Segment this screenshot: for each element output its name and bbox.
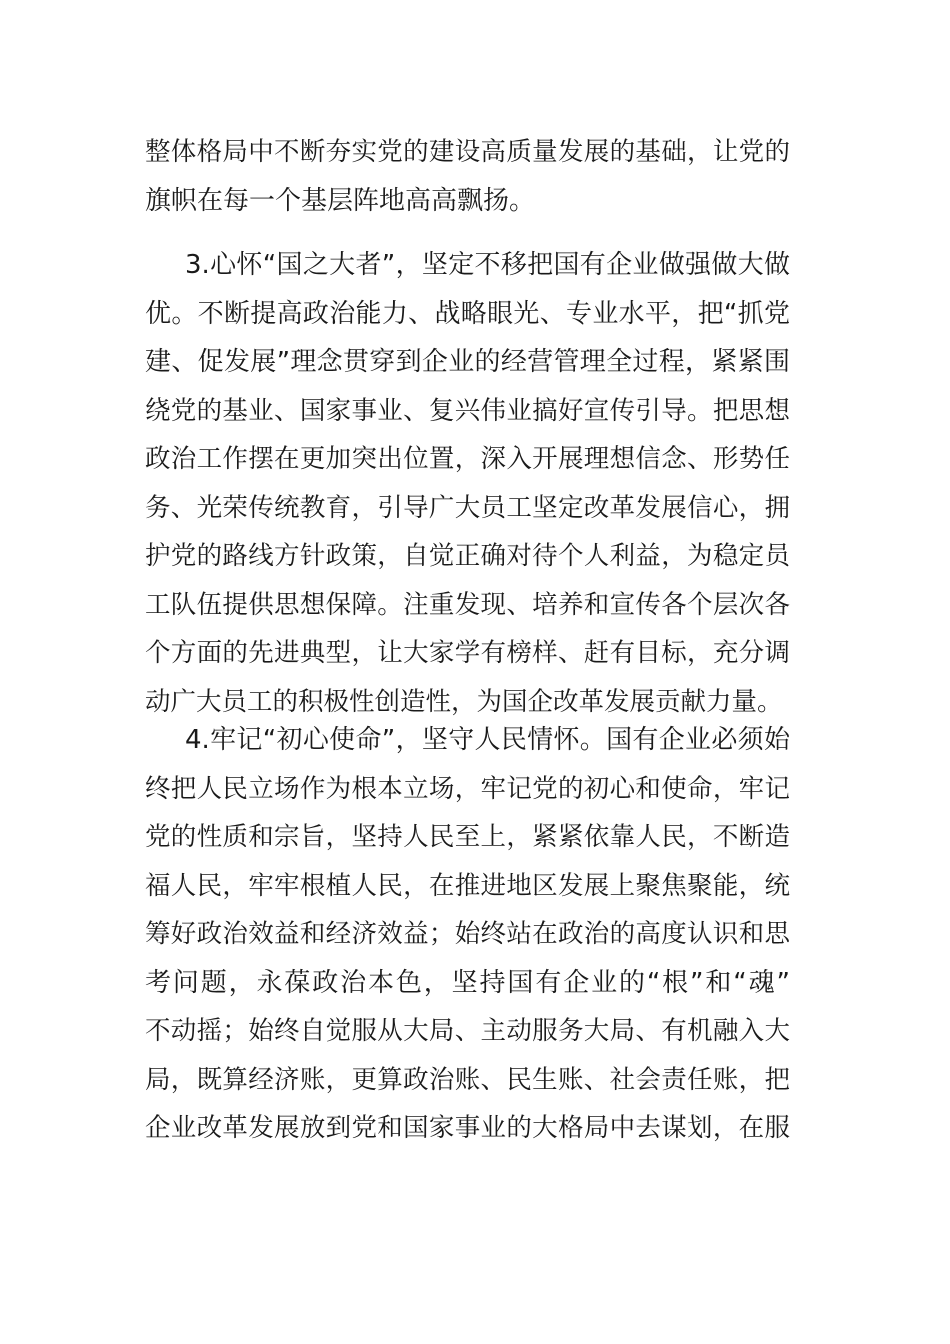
text-line: 企业改革发展放到党和国家事业的大格局中去谋划，在服 bbox=[145, 1113, 790, 1143]
text-line: 局，既算经济账，更算政治账、民生账、社会责任账，把 bbox=[145, 1064, 790, 1095]
text-line: 个方面的先进典型，让大家学有榜样、赶有目标，充分调 bbox=[145, 638, 790, 668]
text-line: 优。不断提高政治能力、战略眼光、专业水平，把“抓党 bbox=[145, 298, 790, 329]
text-line: 3.心怀“国之大者”，坚定不移把国有企业做强做大做 bbox=[185, 250, 790, 280]
text-line: 不动摇；始终自觉服从大局、主动服务大局、有机融入大 bbox=[145, 1016, 790, 1046]
text-line: 务、光荣传统教育，引导广大员工坚定改革发展信心，拥 bbox=[145, 492, 790, 523]
paragraph-3 bbox=[145, 241, 790, 726]
text-line: 考问题，永葆政治本色，坚持国有企业的“根”和“魂” bbox=[145, 967, 790, 998]
text-line: 动广大员工的积极性创造性，为国企改革发展贡献力量。 bbox=[145, 686, 783, 717]
text-line: 护党的路线方针政策，自觉正确对待个人利益，为稳定员 bbox=[145, 541, 790, 571]
text-line: 福人民，牢牢根植人民，在推进地区发展上聚焦聚能，统 bbox=[145, 870, 790, 901]
text-line: 政治工作摆在更加突出位置，深入开展理想信念、形势任 bbox=[145, 444, 790, 474]
text-line: 整体格局中不断夯实党的建设高质量发展的基础，让党的 bbox=[145, 137, 790, 167]
text-line: 建、促发展”理念贯穿到企业的经营管理全过程，紧紧围 bbox=[145, 347, 790, 377]
text-line: 工队伍提供思想保障。注重发现、培养和宣传各个层次各 bbox=[145, 589, 790, 620]
paragraph-4 bbox=[145, 716, 790, 1153]
text-line: 旗帜在每一个基层阵地高高飘扬。 bbox=[145, 185, 536, 216]
text-line: 4.牢记“初心使命”，坚守人民情怀。国有企业必须始 bbox=[185, 725, 790, 755]
text-line: 党的性质和宗旨，坚持人民至上，紧紧依靠人民，不断造 bbox=[145, 822, 790, 852]
paragraph-continued bbox=[145, 128, 790, 225]
text-line: 绕党的基业、国家事业、复兴伟业搞好宣传引导。把思想 bbox=[145, 395, 790, 426]
text-line: 筹好政治效益和经济效益；始终站在政治的高度认识和思 bbox=[145, 919, 790, 949]
text-line: 终把人民立场作为根本立场，牢记党的初心和使命，牢记 bbox=[145, 773, 790, 804]
